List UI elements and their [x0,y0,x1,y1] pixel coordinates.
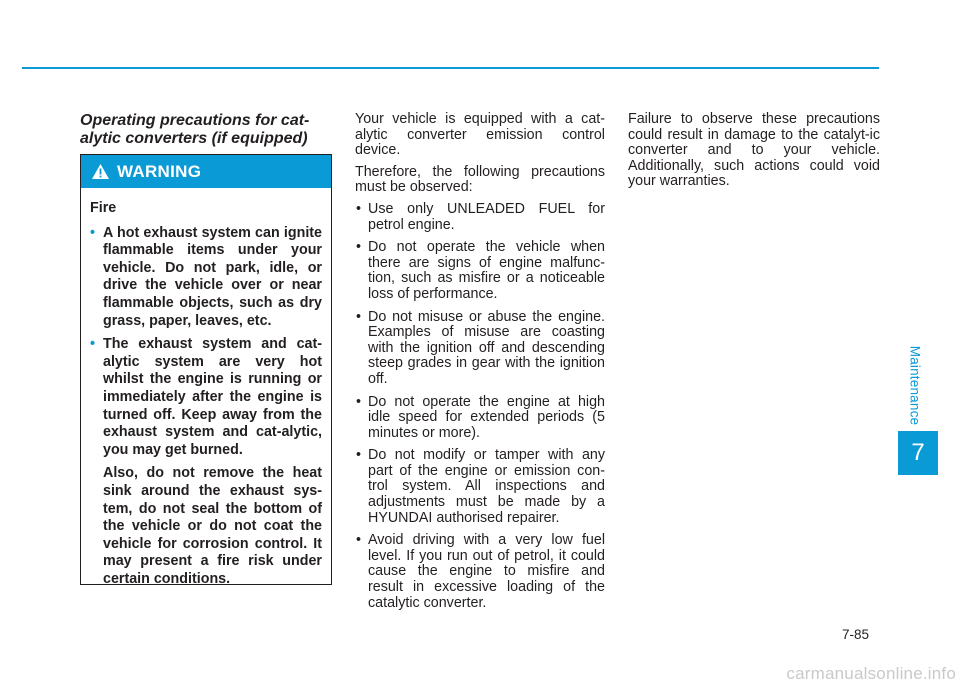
section-name: Maintenance [907,345,923,425]
bullet-dot-icon: • [356,308,362,325]
list-item-text: Do not modify or tamper with any part of the engine or emission con-trol system. All inspections and adjustments must be made by a HYUNDAI authorised repairer. [368,447,605,526]
lead-paragraph: Therefore, the following precautions must be observed: [355,163,605,196]
page-number: 7-85 [842,627,870,642]
warning-triangle-icon [91,163,110,180]
precaution-list [355,202,605,611]
warning-item-text: A hot exhaust system can ignite flammable items under your vehicle. Do not park, idle, or drive the vehicle over or near flammable objects, such as dry grass, paper, leaves, etc. [103,224,322,329]
intro-paragraph: Your vehicle is equipped with a cat-alytic converter emission control device. [355,111,605,159]
warning-title: Fire [90,200,117,216]
list-item [355,310,605,388]
bullet-dot-icon: • [356,532,362,549]
section-heading: Operating precautions for cat-alytic converters (if equipped) [80,112,310,147]
bullet-dot-icon: • [356,393,362,410]
warning-item [90,225,322,331]
list-item [355,240,605,302]
list-item [355,395,605,442]
list-item-text: Do not operate the vehicle when there are signs of engine malfunc-tion, such as misfire or a noticeable loss of performance. [368,239,605,302]
list-item-text: Avoid driving with a very low fuel level. If you run out of petrol, it could cause the engine to misfire and result in excessive loading of the catalytic converter. [368,532,605,611]
list-item-text: Do not operate the engine at high idle speed for extended periods (5 minutes or more). [368,393,605,441]
bullet-dot-icon: • [356,447,362,464]
list-item [355,448,605,526]
bullet-dot-icon: • [90,224,96,241]
warning-continuation: Also, do not remove the heat sink around the exhaust sys-tem, do not seal the bottom of the vehicle or do not coat the vehicle for corrosion control. It may present a fire risk under certain conditions. [103,465,322,587]
list-item [355,202,605,233]
chapter-number: 7 [911,439,925,466]
header-rule [22,67,879,69]
column-middle [355,112,605,618]
warning-item [90,336,322,459]
warning-header [81,155,331,188]
chapter-tab [898,431,938,475]
watermark: carmanualsonline.info [786,664,956,683]
consequence-paragraph: Failure to observe these precautions could result in damage to the catalyt-ic converter and to your vehicle. Additionally, such actions could void your warranties. [628,111,880,190]
bullet-dot-icon: • [356,200,362,217]
bullet-dot-icon: • [90,336,96,353]
warning-box [80,154,332,585]
list-item-text: Use only UNLEADED FUEL for petrol engine. [368,200,605,233]
warning-item-text: The exhaust system and cat-alytic system are very hot whilst the engine is running or immediately after the engine is turned off. Keep away from the exhaust system and cat-alytic, you may get burned. [103,336,322,458]
list-item [355,533,605,611]
warning-label: WARNING [117,161,202,181]
bullet-dot-icon: • [356,239,362,256]
column-right [628,112,880,196]
list-item-text: Do not misuse or abuse the engine. Examples of misuse are coasting with the ignition off and descending steep grades in gear with the ignition off. [368,308,605,387]
warning-body [81,188,331,588]
column-left [80,112,332,147]
section-side-label [903,343,927,427]
